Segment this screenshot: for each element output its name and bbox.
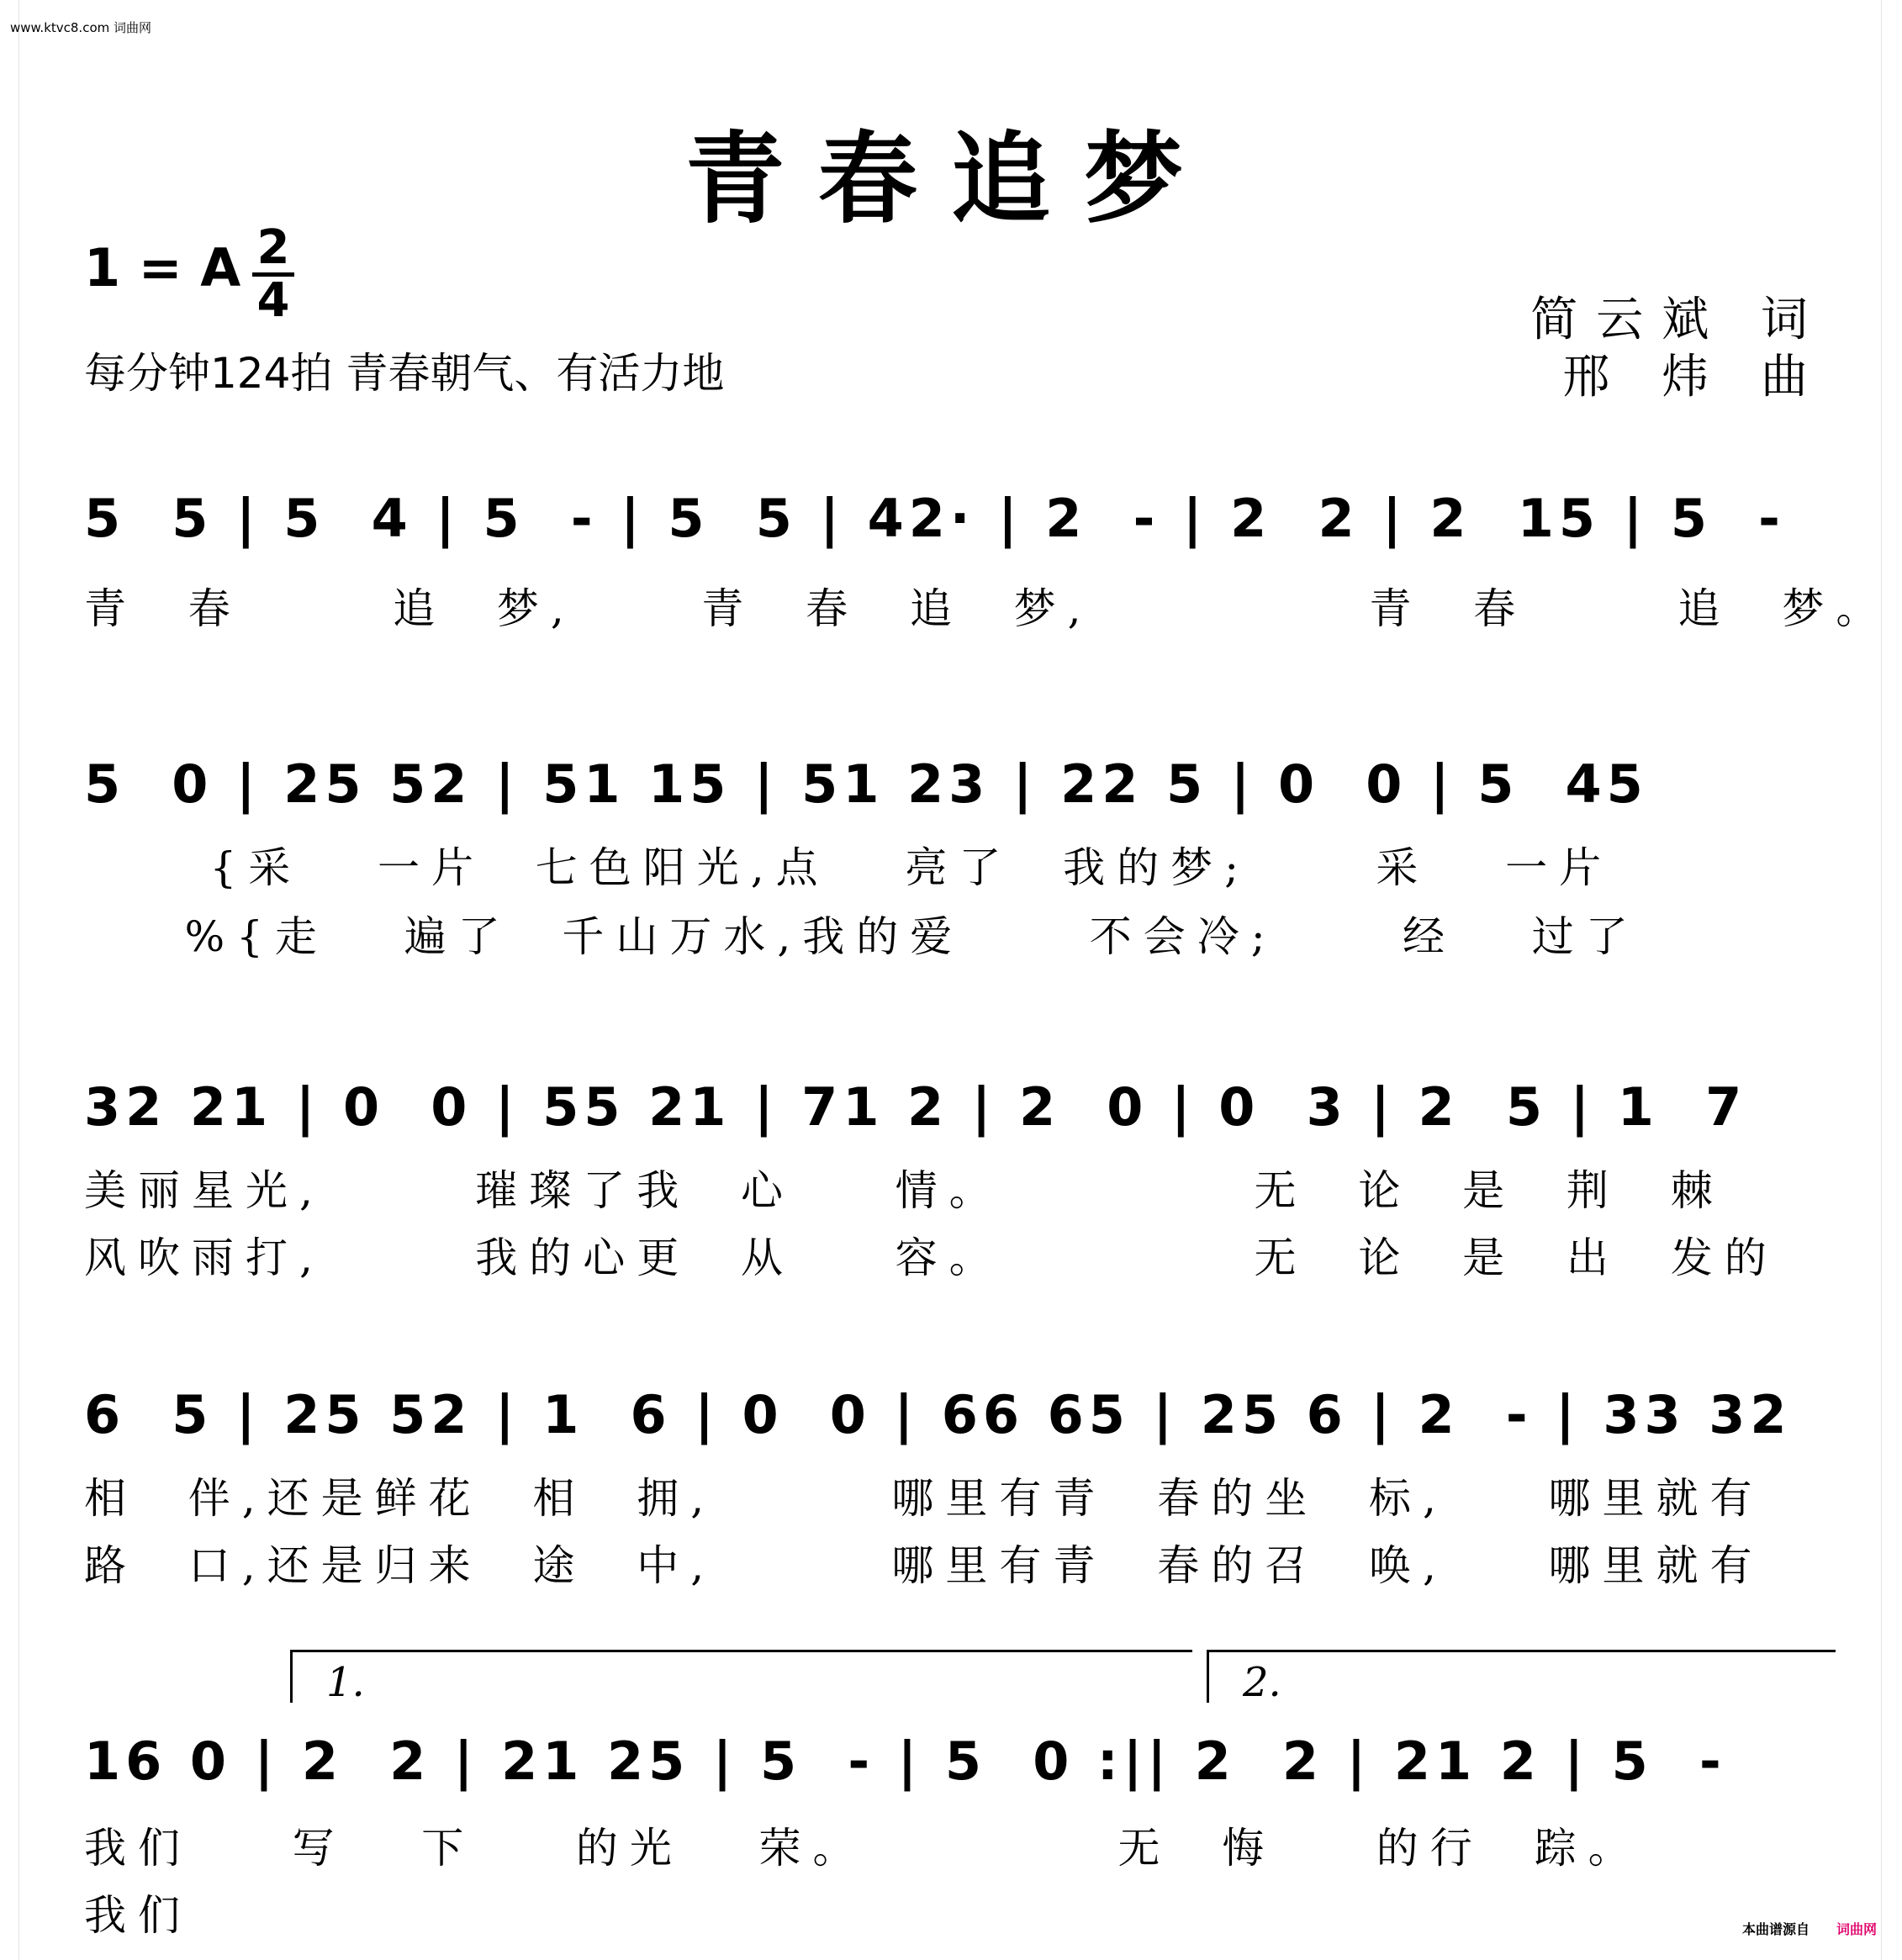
volta-1-label: 1. bbox=[326, 1659, 365, 1706]
composer-credit: 邢 炜 曲 bbox=[1562, 350, 1826, 404]
volta-2-label: 2. bbox=[1243, 1659, 1281, 1706]
lyrics-row-4-line-2: 路 口,还是归来 途 中, 哪里有青 春的召 唤, 哪里就有 bbox=[84, 1541, 1764, 1590]
left-margin-strip bbox=[0, 0, 19, 1960]
footer-site-label: 词曲网 bbox=[1836, 1921, 1877, 1937]
notation-row-1: 5 5 | 5 4 | 5 - | 5 5 | 42· | 2 - | 2 2 | 2 15 | 5 - bbox=[84, 488, 1785, 549]
volta-bracket-2 bbox=[1207, 1650, 1836, 1706]
lyrics-row-2-line-1: {采 一片 七色阳光,点 亮了 我的梦; 采 一片 bbox=[84, 843, 1614, 892]
notation-row-5: 16 0 | 2 2 | 21 25 | 5 - | 5 0 :|| 2 2 | 21 2 | 5 - bbox=[84, 1730, 1726, 1792]
footer-source-label: 本曲谱源自 bbox=[1741, 1921, 1810, 1937]
notation-row-3: 32 21 | 0 0 | 55 21 | 71 2 | 2 0 | 0 3 | 2 5 | 1 7 bbox=[84, 1076, 1747, 1138]
time-signature bbox=[252, 220, 294, 328]
time-sig-bottom: 4 bbox=[256, 273, 290, 328]
lyrics-row-3-line-1: 美丽星光, 璀璨了我 心 情。 无 论 是 荆 棘 bbox=[84, 1166, 1725, 1215]
site-watermark: www.ktvc8.com 词曲网 bbox=[10, 20, 152, 35]
lyrics-row-3-line-2: 风吹雨打, 我的心更 从 容。 无 论 是 出 发的 bbox=[84, 1234, 1778, 1282]
lyrics-row-4-line-1: 相 伴,还是鲜花 相 拥, 哪里有青 春的坐 标, 哪里就有 bbox=[84, 1474, 1764, 1523]
song-title: 青春追梦 bbox=[684, 120, 1217, 237]
lyrics-row-2-line-2: %{走 遍了 千山万水,我的爱 不会冷; 经 过了 bbox=[84, 912, 1640, 961]
tempo-marking: 每分钟124拍 青春朝气、有活力地 bbox=[84, 349, 725, 398]
key-signature: 1 = A bbox=[84, 237, 241, 298]
lyricist-credit: 简云斌 词 bbox=[1530, 293, 1826, 347]
lyrics-row-5-line-2: 我们 bbox=[84, 1891, 192, 1940]
lyrics-row-1-line-1: 青 春 追 梦, 青 春 追 梦, 青 春 追 梦。 bbox=[84, 584, 1890, 633]
time-sig-top: 2 bbox=[256, 220, 290, 275]
lyrics-row-5-line-1: 我们 写 下 的光 荣。 无 悔 的行 踪。 bbox=[84, 1824, 1642, 1873]
right-margin-strip bbox=[1881, 0, 1902, 1960]
notation-row-4: 6 5 | 25 52 | 1 6 | 0 0 | 66 65 | 25 6 | 2 - | 33 32 bbox=[84, 1384, 1792, 1445]
volta-bracket-1 bbox=[290, 1650, 1192, 1706]
notation-row-2: 5 0 | 25 52 | 51 15 | 51 23 | 22 5 | 0 0 | 5 45 bbox=[84, 753, 1648, 815]
